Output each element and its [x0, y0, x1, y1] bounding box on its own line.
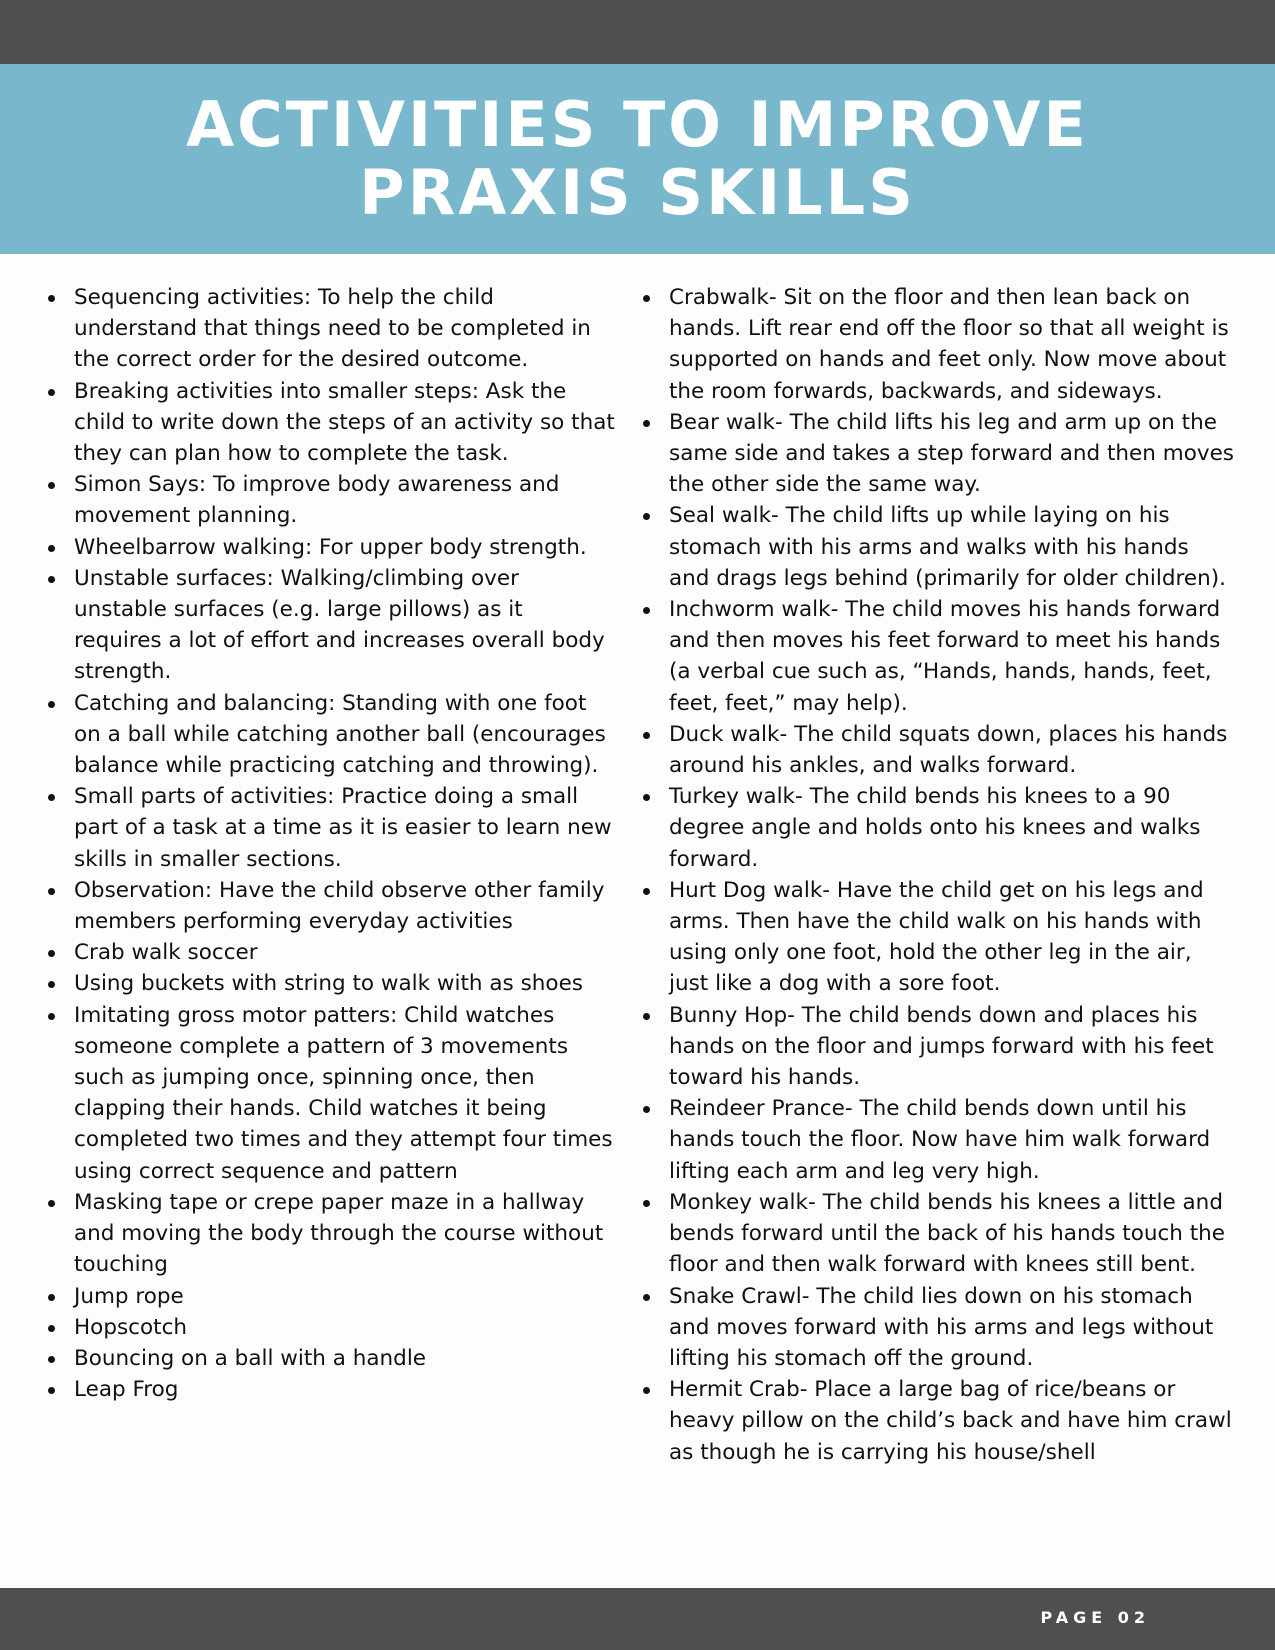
list-item: Turkey walk- The child bends his knees to a 90 degree angle and holds onto his knees and walks forward.: [635, 781, 1235, 875]
top-bar: [0, 0, 1275, 64]
list-item: Sequencing activities: To help the child understand that things need to be completed in the correct order for the desired outcome.: [40, 282, 615, 376]
left-activity-list: [40, 282, 615, 1582]
list-item: Masking tape or crepe paper maze in a hallway and moving the body through the course without touching: [40, 1187, 615, 1281]
list-item: Unstable surfaces: Walking/climbing over unstable surfaces (e.g. large pillows) as it requires a lot of effort and increases overall body strength.: [40, 563, 615, 688]
list-item: Bouncing on a ball with a handle: [40, 1343, 615, 1374]
page-number: PAGE 02: [1040, 1608, 1150, 1627]
list-item: Bunny Hop- The child bends down and places his hands on the floor and jumps forward with his feet toward his hands.: [635, 1000, 1235, 1094]
list-item: Simon Says: To improve body awareness and movement planning.: [40, 469, 615, 531]
list-item: Hopscotch: [40, 1312, 615, 1343]
list-item: Crabwalk- Sit on the floor and then lean back on hands. Lift rear end off the floor so that all weight is supported on hands and feet only. Now move about the room forwards, backwards, and sideways.: [635, 282, 1235, 407]
list-item: Using buckets with string to walk with as shoes: [40, 968, 615, 999]
list-item: Small parts of activities: Practice doing a small part of a task at a time as it is easier to learn new skills in smaller sections.: [40, 781, 615, 875]
header-band: [0, 64, 1275, 254]
list-item: Monkey walk- The child bends his knees a little and bends forward until the back of his hands touch the floor and then walk forward with knees still bent.: [635, 1187, 1235, 1281]
footer-bar: [0, 1588, 1275, 1650]
list-item: Bear walk- The child lifts his leg and arm up on the same side and takes a step forward and then moves the other side the same way.: [635, 407, 1235, 501]
list-item: Hurt Dog walk- Have the child get on his legs and arms. Then have the child walk on his hands with using only one foot, hold the other leg in the air, just like a dog with a sore foot.: [635, 875, 1235, 1000]
list-item: Crab walk soccer: [40, 937, 615, 968]
list-item: Snake Crawl- The child lies down on his stomach and moves forward with his arms and legs without lifting his stomach off the ground.: [635, 1281, 1235, 1375]
list-item: Jump rope: [40, 1281, 615, 1312]
list-item: Breaking activities into smaller steps: Ask the child to write down the steps of an activity so that they can plan how to complete the task.: [40, 376, 615, 470]
content-area: [40, 282, 1255, 1582]
list-item: Reindeer Prance- The child bends down until his hands touch the floor. Now have him walk forward lifting each arm and leg very high.: [635, 1093, 1235, 1187]
right-activity-list: [635, 282, 1235, 1582]
list-item: Seal walk- The child lifts up while laying on his stomach with his arms and walks with his hands and drags legs behind (primarily for older children).: [635, 500, 1235, 594]
list-item: Inchworm walk- The child moves his hands forward and then moves his feet forward to meet his hands (a verbal cue such as, “Hands, hands, hands, feet, feet, feet,” may help).: [635, 594, 1235, 719]
page-title: ACTIVITIES TO IMPROVE PRAXIS SKILLS: [186, 88, 1089, 229]
list-item: Leap Frog: [40, 1374, 615, 1405]
list-item: Duck walk- The child squats down, places his hands around his ankles, and walks forward.: [635, 719, 1235, 781]
list-item: Catching and balancing: Standing with one foot on a ball while catching another ball (encourages balance while practicing catching and throwing).: [40, 688, 615, 782]
list-item: Imitating gross motor patters: Child watches someone complete a pattern of 3 movements such as jumping once, spinning once, then clapping their hands. Child watches it being completed two times and they attempt four times using correct sequence and pattern: [40, 1000, 615, 1187]
list-item: Hermit Crab- Place a large bag of rice/beans or heavy pillow on the child’s back and have him crawl as though he is carrying his house/shell: [635, 1374, 1235, 1468]
list-item: Observation: Have the child observe other family members performing everyday activities: [40, 875, 615, 937]
list-item: Wheelbarrow walking: For upper body strength.: [40, 532, 615, 563]
